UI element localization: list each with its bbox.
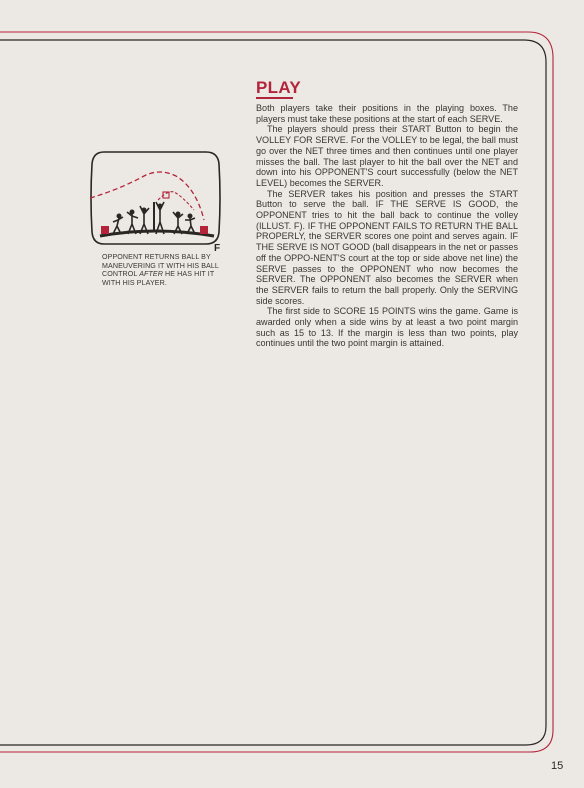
ball-trajectory-icon [90, 172, 204, 220]
right-player-box-icon [200, 226, 208, 234]
paragraph-serving: The SERVER takes his position and presses the START Button to serve the ball. IF THE SERVE IS GOOD, the OPPONENT tries to hit the ball back to continue the volley (ILLUST. F). IF THE OPPONENT FAILS TO RETURN THE BALL PROPERLY, the SERVER scores one point and serves again. IF THE SERVE IS NOT GOOD (ball disappears in the net or passes off the OPPO-NENT'S court at the top or side above net line) the SERVE passes to the OPPONENT who now becomes the SERVER. The OPPONENT also becomes the SERVER when the SERVER fails to return the ball properly. Only the SERVING side scores. [256, 188, 518, 306]
left-player-box-icon [101, 226, 109, 234]
illustration-label: F [214, 243, 221, 252]
paragraph-volley-for-serve: The players should press their START Button to begin the VOLLEY FOR SERVE. For the VOLLEY to be legal, the ball must go over the NET three times and then continues until one player misses the ball. The last player to hit the ball over the NET and down into his OPPONENT'S court successfully (below the NET LEVEL) becomes the SERVER. [256, 124, 518, 188]
title-underline [256, 97, 293, 99]
caption-text-end: HE HAS HIT IT WITH HIS PLAYER. [102, 270, 215, 287]
page-number: 15 [551, 760, 564, 772]
section-title: PLAY [256, 78, 301, 97]
illustration-caption [102, 253, 232, 287]
paragraph-scoring: The first side to SCORE 15 POINTS wins the game. Game is awarded only when a side wins by at least a two point margin such as 15 to 13. If the margin is less than two points, play continues until the two point margin is attained. [256, 306, 518, 349]
illustration-f [88, 150, 228, 252]
paragraph-positions: Both players take their positions in the playing boxes. The players must take these positions at the start of each SERVE. [256, 103, 518, 124]
body-text [256, 103, 518, 349]
caption-text: OPPONENT RETURNS BALL BY MANEUVERING IT WITH HIS BALL CONTROL [102, 253, 219, 279]
caption-emphasis: AFTER [139, 270, 163, 279]
